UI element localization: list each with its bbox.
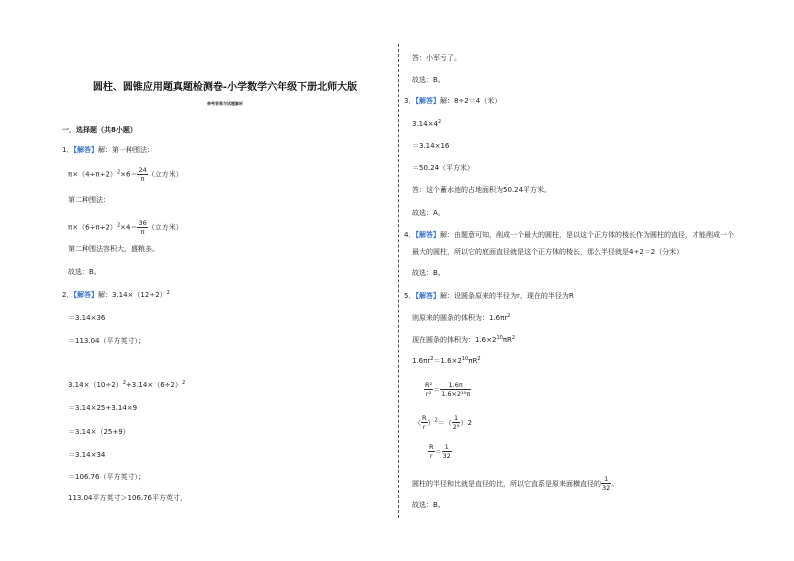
q1-fraction-2: $\frac{36}{\pi}$ bbox=[138, 219, 147, 236]
q1-line3: 第二种围法： bbox=[68, 196, 110, 204]
q5-eq2-left-fraction: $\frac{R}{r}$ bbox=[422, 414, 427, 431]
q2-line5: ＝3.14×25+3.14×9 bbox=[68, 404, 138, 412]
q4-header: 4．【解答】解：由题意可知，削成一个最大的圆柱，是以这个正方体的棱长作为圆柱的直径，才能削成一个 bbox=[404, 231, 734, 239]
q5-answer-tag: 【解答】 bbox=[415, 292, 440, 300]
q2-header: 2．【解答】解：$3.14\times(12\div 2)^2$ bbox=[62, 290, 170, 299]
q3-line2: $3.14\times 4^2$ bbox=[412, 119, 442, 128]
q5-equation-1: $\frac{\text{R²}}{\text{r²}}$ ＝ $\frac{1.6\pi}{\text{1.6×2¹⁰π}}$ bbox=[425, 381, 471, 398]
q5-line8: 圆柱的半径和比就是直径的比，所以它直系是原来面横直径的 $\frac{1}{32}$ 。 bbox=[412, 475, 619, 492]
q1-line4: $\pi\times(6\div\pi\div 2)^2\times 4=$ $\frac{36}{\pi}$ （立方米） bbox=[68, 219, 183, 236]
q4-line2: 最大的圆柱，所以它的底面直径就是这个正方体的棱长，那么半径就是4÷2＝2（分米） bbox=[412, 248, 684, 256]
q5-eq1-right-fraction: $\frac{1.6\pi}{\text{1.6×2¹⁰π}}$ bbox=[441, 381, 471, 398]
q2-line3: ＝113.04（平方英寸）； bbox=[68, 337, 145, 345]
q1-text: 解：第一种围法： bbox=[97, 146, 154, 154]
q1-answer-tag: 【解答】 bbox=[73, 146, 98, 154]
q5-eq1-left-fraction: $\frac{\text{R²}}{\text{r²}}$ bbox=[425, 381, 433, 398]
q4-answer-tag: 【解答】 bbox=[415, 231, 440, 239]
q2-line9: 113.04平方英寸＞106.76平方英寸， bbox=[68, 494, 187, 502]
document-title: 圆柱、圆锥应用题真题检测卷-小学数学六年级下册北师大版 bbox=[92, 82, 358, 93]
q5-eq3-right-fraction: $\frac{1}{32}$ bbox=[442, 443, 451, 460]
q2-line6: ＝3.14×（25+9） bbox=[68, 428, 130, 436]
q1-line6: 故选：B。 bbox=[68, 268, 101, 276]
q2-line7: ＝3.14×34 bbox=[68, 451, 106, 459]
section-heading: 一．选择题（共8小题） bbox=[62, 126, 137, 134]
q2-line8: ＝106.76（平方英寸）； bbox=[68, 473, 145, 481]
q2-answer-tag: 【解答】 bbox=[73, 291, 98, 299]
q5-eq3-left-fraction: $\frac{R}{r}$ bbox=[429, 443, 434, 460]
column-divider bbox=[398, 44, 399, 518]
q5-equation-2: （ $\frac{R}{r}$ ）$^2$＝（ $\frac{1}{\text{2⁵}}$ ）2 bbox=[414, 414, 472, 431]
q5-header: 5．【解答】解：设圆条原来的半径为r，现在的半径为R bbox=[404, 292, 574, 300]
q5-choice: 故选：B。 bbox=[412, 501, 445, 509]
q5-line3: 现在圆条的体积为：$1.6\times 2^{10}\pi R^2$ bbox=[412, 335, 516, 344]
q1-line2: $\pi\times(4\div\pi\div 2)^2\times 6=$ $\frac{24}{\pi}$ （立方米） bbox=[68, 166, 183, 183]
q2-line4: $3.14\times(10\div 2)^2+3.14\times(6\div 2)^2$ bbox=[68, 380, 186, 389]
q2-line2: ＝3.14×36 bbox=[68, 314, 106, 322]
q2-choice: 故选：B。 bbox=[412, 76, 445, 84]
q1-fraction-1: $\frac{24}{\pi}$ bbox=[138, 166, 147, 183]
q4-line3: 故选：B。 bbox=[412, 269, 445, 277]
q3-line4: ＝50.24（平方米） bbox=[412, 164, 475, 172]
q5-line4: $1.6\pi r^2=1.6\times 2^{10}\pi R^2$ bbox=[412, 356, 481, 365]
q5-line2: 则原来的圆条的体积为：$1.6\pi r^2$ bbox=[412, 313, 511, 322]
q2-conclusion: 答：小军亏了。 bbox=[412, 54, 461, 62]
q3-answer-tag: 【解答】 bbox=[415, 97, 440, 105]
q3-line6: 故选：A。 bbox=[412, 209, 445, 217]
q5-final-fraction: $\frac{1}{32}$ bbox=[602, 475, 611, 492]
q3-line3: ＝3.14×16 bbox=[412, 142, 450, 150]
q3-line5: 答：这个蓄水池的占地面积为50.24平方米。 bbox=[412, 186, 552, 194]
q5-eq2-right-fraction: $\frac{1}{\text{2⁵}}$ bbox=[452, 414, 460, 431]
q5-equation-3: $\frac{R}{r}$ ＝ $\frac{1}{32}$ bbox=[429, 443, 451, 460]
q1-number: 1． bbox=[62, 146, 74, 154]
q1-line5: 第二种围法容积大，盛粮多。 bbox=[68, 245, 159, 253]
q3-header: 3．【解答】解：8÷2＝4（米） bbox=[404, 97, 502, 105]
document-subtitle: 参考答案与试题解析 bbox=[207, 101, 243, 106]
q1-header bbox=[62, 145, 154, 155]
